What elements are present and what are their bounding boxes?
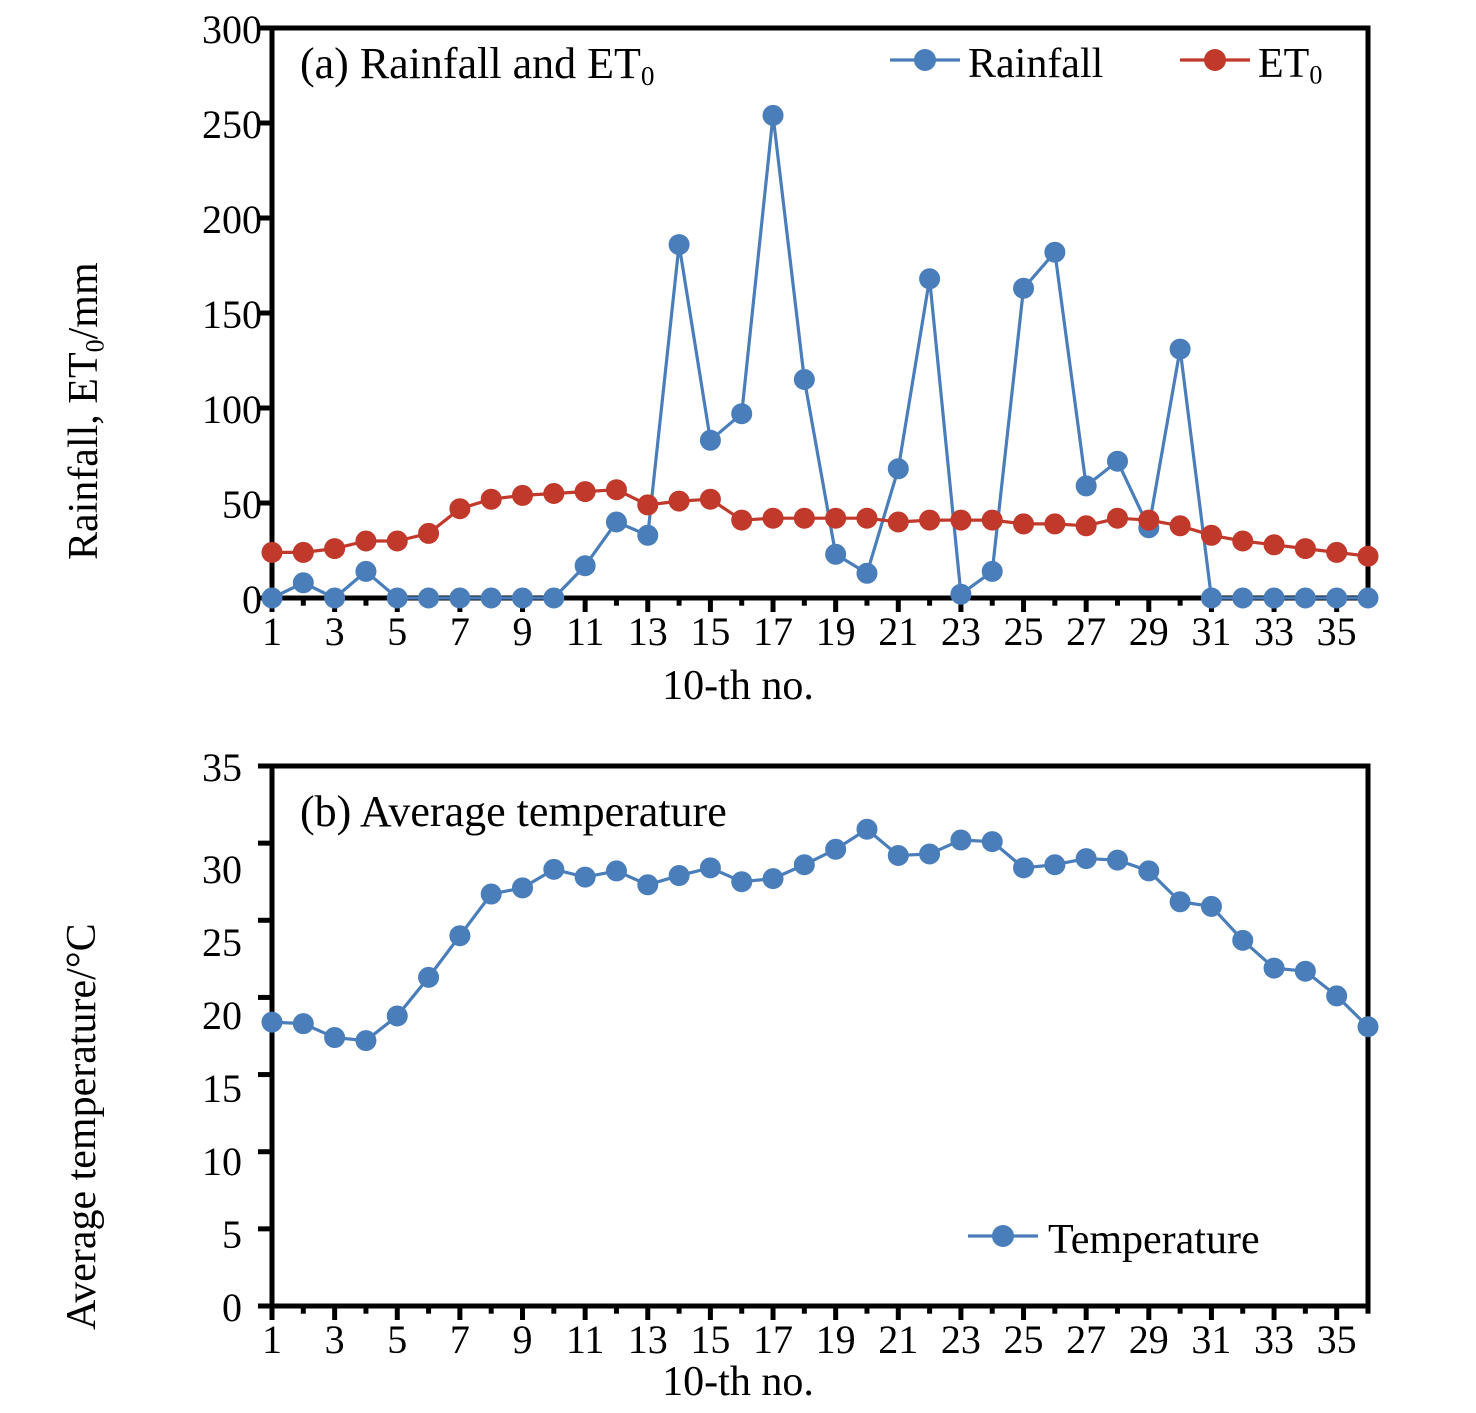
panel-a-ylabel-unit: /mm — [61, 262, 107, 340]
plot-frame — [272, 28, 1368, 598]
panel-a-label — [300, 38, 655, 92]
panel-a-xlabel: 10-th no. — [662, 663, 814, 709]
xtick-label: 15 — [690, 1317, 731, 1362]
panel-b-ytick-5: 5 — [222, 1212, 242, 1257]
series-point — [1045, 855, 1065, 875]
series-point — [293, 573, 313, 593]
xtick-label: 1 — [262, 1317, 282, 1362]
series-point — [1327, 986, 1347, 1006]
series-point — [387, 588, 407, 608]
series-point — [575, 867, 595, 887]
xtick-label: 31 — [1191, 1317, 1232, 1362]
xtick-label: 35 — [1316, 1317, 1357, 1362]
series-point — [356, 1031, 376, 1051]
legend-temperature-marker — [992, 1225, 1014, 1247]
series-point — [1076, 849, 1096, 869]
series-point — [513, 485, 533, 505]
xtick-label: 3 — [324, 1317, 345, 1362]
xtick-label: 23 — [940, 609, 981, 654]
series-point — [1170, 892, 1190, 912]
series-point — [794, 855, 814, 875]
series-point — [982, 561, 1002, 581]
series-point — [700, 858, 720, 878]
xtick-label: 19 — [815, 609, 856, 654]
xtick-label: 27 — [1066, 1317, 1107, 1362]
series-point — [1264, 958, 1284, 978]
series-point — [450, 499, 470, 519]
panel-b-ytick-10: 10 — [202, 1139, 242, 1184]
series-point — [1014, 514, 1034, 534]
series-point — [293, 1014, 313, 1034]
series-point — [450, 588, 470, 608]
series-point — [638, 495, 658, 515]
series-point — [1358, 588, 1378, 608]
series-point — [1358, 546, 1378, 566]
series-point — [606, 480, 626, 500]
series-point — [1170, 339, 1190, 359]
panel-a-ylabel-text: Rainfall, ET — [61, 352, 107, 560]
series-point — [982, 832, 1002, 852]
series-point — [606, 861, 626, 881]
legend-rainfall-marker — [914, 49, 936, 71]
series-point — [1264, 535, 1284, 555]
series-point — [1327, 588, 1347, 608]
series-point — [763, 105, 783, 125]
xtick-label: 31 — [1191, 609, 1232, 654]
xtick-label: 1 — [262, 609, 282, 654]
series-point — [1358, 1017, 1378, 1037]
series-point — [450, 926, 470, 946]
series-point — [1201, 896, 1221, 916]
panel-a-ylabel-sub: 0 — [80, 339, 110, 353]
panel-a-label-text: (a) Rainfall and ET — [300, 39, 641, 88]
series-point — [544, 859, 564, 879]
xtick-label: 11 — [565, 1317, 605, 1362]
xtick-label: 9 — [512, 609, 533, 654]
series-point — [419, 523, 439, 543]
series-line-temperature — [272, 829, 1368, 1040]
series-point — [387, 1006, 407, 1026]
series-point — [1295, 588, 1315, 608]
series-point — [794, 508, 814, 528]
xtick-label: 25 — [1003, 609, 1044, 654]
series-point — [857, 563, 877, 583]
series-point — [1233, 930, 1253, 950]
series-point — [419, 967, 439, 987]
series-point — [638, 525, 658, 545]
panel-b-ytick-25: 25 — [202, 920, 242, 965]
xtick-label: 17 — [753, 609, 794, 654]
series-point — [888, 459, 908, 479]
series-point — [700, 489, 720, 509]
series-point — [826, 839, 846, 859]
series-point — [1076, 476, 1096, 496]
panel-a-ytick-250: 250 — [202, 102, 262, 147]
panel-a-ytick-150: 150 — [202, 292, 262, 337]
xtick-label: 19 — [815, 1317, 856, 1362]
series-point — [481, 588, 501, 608]
panel-a-legend-rainfall-label: Rainfall — [968, 41, 1104, 87]
series-point — [1107, 508, 1127, 528]
series-point — [669, 866, 689, 886]
panel-b-ytick-20: 20 — [202, 993, 242, 1038]
series-point — [1014, 858, 1034, 878]
xtick-label: 21 — [878, 609, 919, 654]
panel-average-temperature — [0, 718, 1476, 1413]
series-point — [262, 1012, 282, 1032]
series-point — [763, 869, 783, 889]
panel-b-label: (b) Average temperature — [300, 787, 727, 836]
series-point — [920, 510, 940, 530]
xtick-label: 27 — [1066, 609, 1107, 654]
series-point — [1295, 961, 1315, 981]
series-point — [606, 512, 626, 532]
series-point — [1170, 516, 1190, 536]
series-point — [951, 510, 971, 530]
panel-a-legend-et0-text: ET — [1258, 41, 1310, 87]
series-point — [951, 830, 971, 850]
series-point — [888, 845, 908, 865]
series-point — [857, 819, 877, 839]
series-point — [325, 1028, 345, 1048]
xtick-label: 23 — [940, 1317, 981, 1362]
series-point — [1076, 516, 1096, 536]
series-point — [1201, 525, 1221, 545]
panel-a-label-sub: 0 — [640, 60, 655, 91]
series-point — [1045, 242, 1065, 262]
xtick-label: 25 — [1003, 1317, 1044, 1362]
series-point — [794, 370, 814, 390]
series-point — [1233, 588, 1253, 608]
series-point — [669, 491, 689, 511]
series-point — [544, 484, 564, 504]
panel-a-legend-et0-sub: 0 — [1309, 60, 1323, 90]
series-point — [481, 884, 501, 904]
panel-a-ytick-50: 50 — [222, 482, 262, 527]
panel-b-xlabel: 10-th no. — [662, 1359, 814, 1405]
series-point — [1295, 539, 1315, 559]
panel-a-ytick-300: 300 — [202, 7, 262, 52]
xtick-label: 9 — [512, 1317, 533, 1362]
series-point — [1107, 850, 1127, 870]
series-point — [262, 588, 282, 608]
panel-a-ytick-100: 100 — [202, 387, 262, 432]
xtick-label: 15 — [690, 609, 731, 654]
series-point — [387, 531, 407, 551]
series-point — [826, 508, 846, 528]
xtick-label: 21 — [878, 1317, 919, 1362]
series-point — [293, 542, 313, 562]
series-point — [1014, 278, 1034, 298]
xtick-label: 29 — [1128, 609, 1169, 654]
series-point — [700, 430, 720, 450]
legend-et0-marker — [1204, 49, 1226, 71]
series-point — [732, 510, 752, 530]
xtick-label: 11 — [565, 609, 605, 654]
xtick-label: 35 — [1316, 609, 1357, 654]
series-point — [1264, 588, 1284, 608]
series-point — [356, 531, 376, 551]
series-point — [513, 588, 533, 608]
series-point — [1327, 542, 1347, 562]
xtick-label: 17 — [753, 1317, 794, 1362]
panel-b-ytick-15: 15 — [202, 1066, 242, 1111]
panel-a-ylabel — [60, 262, 111, 560]
panel-b-ytick-0: 0 — [222, 1285, 242, 1330]
panel-b-ytick-30: 30 — [202, 847, 242, 892]
series-point — [513, 878, 533, 898]
xtick-label: 13 — [627, 609, 668, 654]
series-point — [1045, 514, 1065, 534]
xtick-label: 7 — [449, 1317, 470, 1362]
series-point — [920, 269, 940, 289]
xtick-label: 5 — [387, 1317, 408, 1362]
series-point — [1233, 531, 1253, 551]
series-point — [920, 844, 940, 864]
series-point — [732, 872, 752, 892]
panel-b-ytick-35: 35 — [202, 745, 242, 790]
series-point — [888, 512, 908, 532]
xtick-label: 3 — [324, 609, 345, 654]
xtick-label: 33 — [1254, 609, 1295, 654]
series-point — [481, 489, 501, 509]
xtick-label: 29 — [1128, 1317, 1169, 1362]
panel-b-legend-temperature-label: Temperature — [1048, 1217, 1260, 1263]
series-point — [1139, 861, 1159, 881]
series-point — [1139, 510, 1159, 530]
series-point — [325, 539, 345, 559]
xtick-label: 7 — [449, 609, 470, 654]
series-point — [1107, 451, 1127, 471]
panel-b-ylabel: Average temperature/°C — [59, 923, 105, 1330]
panel-a-legend-et0-label — [1258, 40, 1322, 91]
xtick-label: 13 — [627, 1317, 668, 1362]
series-point — [544, 588, 564, 608]
series-point — [575, 556, 595, 576]
series-point — [575, 482, 595, 502]
series-point — [763, 508, 783, 528]
series-point — [638, 875, 658, 895]
series-point — [732, 404, 752, 424]
series-point — [982, 510, 1002, 530]
series-point — [356, 561, 376, 581]
panel-a-ytick-0: 0 — [242, 577, 262, 622]
series-point — [419, 588, 439, 608]
xtick-label: 33 — [1254, 1317, 1295, 1362]
series-point — [262, 542, 282, 562]
series-point — [857, 508, 877, 528]
xtick-label: 5 — [387, 609, 408, 654]
series-point — [826, 544, 846, 564]
series-point — [669, 235, 689, 255]
series-point — [1201, 588, 1221, 608]
series-point — [325, 588, 345, 608]
series-point — [951, 584, 971, 604]
panel-a-ytick-200: 200 — [202, 197, 262, 242]
